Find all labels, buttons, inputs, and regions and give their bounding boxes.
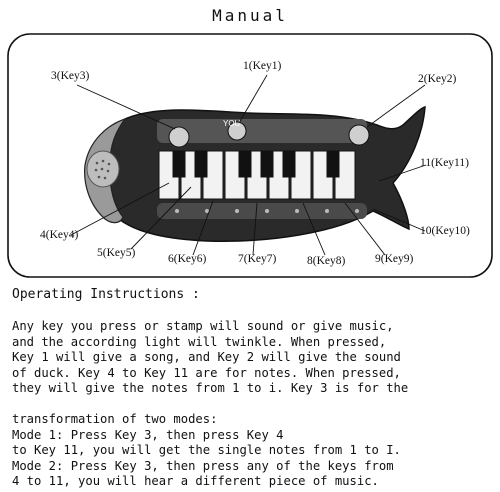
callout-key4: 4(Key4)	[40, 229, 79, 241]
callout-key8: 8(Key8)	[307, 255, 346, 267]
callout-key6: 6(Key6)	[168, 253, 207, 265]
instructions-heading: Operating Instructions :	[12, 287, 200, 302]
text-line: 4 to 11, you will hear a different piece of music.	[12, 474, 379, 489]
instructions-paragraph-2	[12, 412, 494, 490]
text-line: Mode 1: Press Key 3, then press Key 4	[12, 427, 284, 442]
bottom-band	[157, 203, 367, 219]
piano-keys	[159, 151, 355, 199]
key2-badge	[349, 125, 369, 145]
callout-key2: 2(Key2)	[418, 73, 457, 85]
text-line: and the according light will twinkle. When pressed,	[12, 334, 387, 349]
text-line: Mode 2: Press Key 3, then press any of the keys from	[12, 458, 394, 473]
key3-badge	[169, 127, 189, 147]
text-line: of duck. Key 4 to Key 11 are for notes. When pressed,	[12, 365, 401, 380]
text-line: Any key you press or stamp will sound or give music,	[12, 319, 394, 333]
callout-key10: 10(Key10)	[420, 225, 470, 237]
callout-key5: 5(Key5)	[97, 247, 136, 259]
text-line: transformation of two modes:	[12, 412, 218, 426]
callout-key3: 3(Key3)	[51, 70, 90, 82]
callout-key7: 7(Key7)	[238, 253, 277, 265]
callout-key11: 11(Key11)	[420, 157, 469, 169]
text-line: they will give the notes from 1 to i. Key 3 is for the	[12, 381, 409, 396]
page-title: Manual	[212, 6, 288, 25]
mat-label: YOU	[223, 119, 241, 128]
text-line: to Key 11, you will get the single notes from 1 to I.	[12, 443, 401, 458]
callout-key9: 9(Key9)	[375, 253, 414, 265]
instructions-paragraph-1	[12, 319, 494, 397]
text-line: Key 1 will give a song, and Key 2 will give the sound	[12, 350, 401, 365]
callout-key1: 1(Key1)	[243, 60, 282, 72]
product-diagram	[7, 33, 493, 278]
